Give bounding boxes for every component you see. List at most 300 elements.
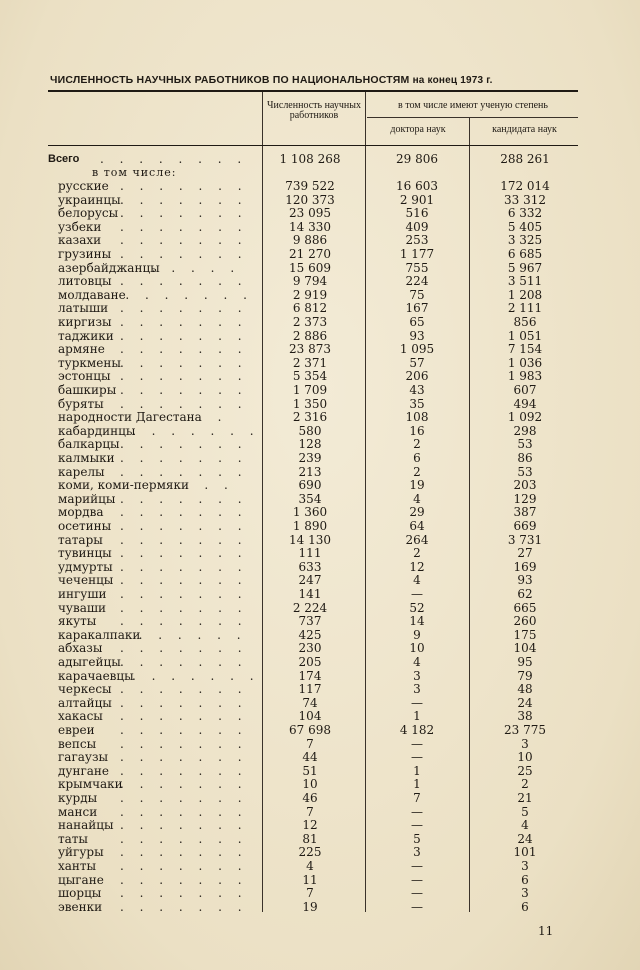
- row-nationality: удмурты: [58, 559, 113, 574]
- leader-dots: . . . . . . .: [120, 709, 248, 724]
- row-workers: 1 709: [292, 383, 328, 397]
- row-doctors: 2: [413, 437, 421, 452]
- leader-dots: . . . . . . .: [120, 573, 248, 588]
- row-doctors: 3: [413, 682, 421, 697]
- row-candidates: 3 731: [507, 532, 543, 547]
- row-workers: 19: [302, 899, 318, 914]
- total-label: Всего: [48, 153, 80, 165]
- leader-dots: . . . . . . .: [132, 423, 260, 438]
- row-workers: 111: [298, 546, 322, 561]
- leader-dots: . . . . . . .: [120, 274, 248, 289]
- leader-dots: . . . . . . .: [120, 206, 248, 221]
- row-candidates: 129: [513, 491, 537, 506]
- table-row: [0, 792, 640, 805]
- table-row: [0, 806, 640, 819]
- row-workers: 580: [298, 423, 322, 438]
- leader-dots: . . . . . . .: [120, 818, 248, 833]
- row-nationality: евреи: [58, 723, 95, 737]
- table-row: [0, 615, 640, 628]
- row-workers: 14 130: [289, 532, 331, 547]
- row-nationality: карелы: [58, 464, 105, 479]
- row-workers: 1 890: [292, 519, 328, 533]
- row-doctors: 1: [413, 777, 421, 792]
- row-workers: 23 095: [289, 206, 331, 221]
- row-nationality: азербайджанцы: [58, 260, 160, 275]
- total-workers: 1 108 268: [279, 152, 341, 166]
- row-workers: 10: [302, 777, 318, 792]
- leader-dots: . . . . . . .: [120, 301, 248, 316]
- row-nationality: марийцы: [58, 491, 116, 506]
- table-row: [0, 656, 640, 669]
- row-nationality: гагаузы: [58, 750, 109, 765]
- row-workers: 690: [298, 478, 322, 493]
- leader-dots: . . . . . . .: [120, 831, 248, 846]
- table-row: [0, 534, 640, 547]
- row-candidates: 169: [513, 559, 537, 574]
- row-workers: 14 330: [289, 219, 331, 234]
- row-nationality: хакасы: [58, 709, 103, 724]
- table-row: [0, 846, 640, 859]
- row-workers: 2 886: [292, 328, 328, 343]
- row-candidates: 53: [517, 437, 533, 452]
- row-workers: 141: [298, 587, 322, 601]
- row-doctors: 43: [409, 383, 425, 397]
- leader-dots: . . . . . . .: [120, 464, 248, 479]
- row-candidates: 3: [521, 859, 529, 873]
- leader-dots: . . . . . . .: [120, 859, 248, 873]
- row-nationality: алтайцы: [58, 695, 112, 710]
- row-workers: 225: [298, 845, 322, 860]
- total-candidates: 288 261: [500, 152, 550, 166]
- row-candidates: 494: [513, 396, 537, 411]
- row-candidates: 38: [517, 709, 533, 724]
- row-doctors: 755: [405, 260, 429, 275]
- row-workers: 9 794: [292, 274, 328, 289]
- table-row: [0, 724, 640, 737]
- row-workers: 23 873: [289, 342, 331, 357]
- row-nationality: узбеки: [58, 219, 102, 234]
- row-nationality: литовцы: [58, 274, 112, 289]
- row-nationality: белорусы: [58, 206, 119, 221]
- row-nationality: каракалпаки: [58, 627, 141, 642]
- row-candidates: 101: [513, 845, 537, 860]
- row-candidates: 10: [517, 750, 533, 765]
- row-candidates: 387: [513, 505, 537, 520]
- row-workers: 425: [298, 627, 322, 642]
- table-row: [0, 330, 640, 343]
- row-workers: 1 360: [292, 505, 328, 520]
- table-row: [0, 438, 640, 451]
- header-total-workers: Численность научных работников: [267, 100, 361, 121]
- table-row: [0, 234, 640, 247]
- row-candidates: 3: [521, 736, 529, 751]
- row-nationality: курды: [58, 791, 98, 805]
- leader-dots: . . . . . . . .: [100, 152, 248, 166]
- leader-dots: . . . . . . .: [120, 315, 248, 329]
- row-doctors: —: [411, 886, 423, 901]
- table-row: [0, 901, 640, 914]
- table-row: [0, 493, 640, 506]
- table-row: [0, 520, 640, 533]
- leader-dots: . . . . . . .: [120, 791, 248, 805]
- row-doctors: 35: [409, 396, 425, 411]
- leader-dots: . . . . . . .: [120, 355, 248, 370]
- row-workers: 633: [298, 559, 322, 574]
- row-nationality: народности Дагестана: [58, 410, 202, 425]
- row-candidates: 79: [517, 668, 533, 683]
- table-row: [0, 629, 640, 642]
- row-doctors: —: [411, 899, 423, 914]
- row-doctors: 14: [409, 614, 425, 629]
- row-nationality: тувинцы: [58, 546, 112, 561]
- row-doctors: —: [411, 804, 423, 819]
- row-doctors: —: [411, 587, 423, 601]
- row-nationality: эвенки: [58, 899, 103, 914]
- row-candidates: 53: [517, 464, 533, 479]
- row-doctors: 64: [409, 519, 425, 533]
- leader-dots: . . . . . . .: [120, 546, 248, 561]
- row-nationality: ингуши: [58, 587, 107, 601]
- row-doctors: —: [411, 859, 423, 873]
- table-row: [0, 302, 640, 315]
- table-row: [0, 778, 640, 791]
- row-workers: 7: [306, 736, 314, 751]
- row-candidates: 172 014: [500, 179, 550, 193]
- table-row: [0, 670, 640, 683]
- row-candidates: 203: [513, 478, 537, 493]
- table-row: [0, 289, 640, 302]
- table-row: [0, 574, 640, 587]
- leader-dots: . . . . . . .: [120, 532, 248, 547]
- table-row: [0, 411, 640, 424]
- row-nationality: чуваши: [58, 600, 107, 615]
- total-doctors: 29 806: [396, 152, 438, 166]
- leader-dots: . . . . . . .: [120, 872, 248, 887]
- table-row: [0, 833, 640, 846]
- row-doctors: 16 603: [396, 179, 438, 193]
- table-row: [0, 275, 640, 288]
- top-rule: [48, 90, 578, 92]
- row-doctors: 1 177: [399, 247, 435, 261]
- leader-dots: . . . . . . .: [120, 750, 248, 765]
- row-candidates: 1 983: [507, 369, 543, 384]
- row-candidates: 2 111: [507, 301, 543, 316]
- row-doctors: 3: [413, 845, 421, 860]
- row-candidates: 669: [513, 519, 537, 533]
- row-candidates: 3 511: [507, 274, 543, 289]
- leader-dots: . . . . . . .: [120, 641, 248, 656]
- table-row: [0, 860, 640, 873]
- row-doctors: 2: [413, 464, 421, 479]
- row-doctors: 9: [413, 627, 421, 642]
- row-candidates: 104: [513, 641, 537, 656]
- row-doctors: 1 095: [399, 342, 435, 357]
- row-doctors: 93: [409, 328, 425, 343]
- row-candidates: 5 405: [507, 219, 543, 234]
- row-nationality: мордва: [58, 505, 104, 520]
- table-title: [50, 74, 595, 86]
- row-doctors: 52: [409, 600, 425, 615]
- row-candidates: 62: [517, 587, 533, 601]
- row-nationality: якуты: [58, 614, 97, 629]
- row-doctors: 1: [413, 763, 421, 778]
- row-nationality: балкарцы: [58, 437, 120, 452]
- row-nationality: манси: [58, 804, 98, 819]
- row-workers: 1 350: [292, 396, 328, 411]
- row-candidates: 93: [517, 573, 533, 588]
- row-workers: 117: [298, 682, 322, 697]
- row-nationality: вепсы: [58, 736, 97, 751]
- row-doctors: 108: [405, 410, 429, 425]
- row-doctors: —: [411, 695, 423, 710]
- table-row: [0, 221, 640, 234]
- table-row: [0, 343, 640, 356]
- row-nationality: грузины: [58, 247, 112, 261]
- table-row: [0, 588, 640, 601]
- table-row: [0, 819, 640, 832]
- row-nationality: казахи: [58, 233, 102, 248]
- leader-dots: . . .: [184, 478, 234, 493]
- row-workers: 739 522: [285, 179, 335, 193]
- row-candidates: 1 092: [507, 410, 543, 425]
- table-row: [0, 561, 640, 574]
- row-workers: 81: [302, 831, 318, 846]
- row-workers: 104: [298, 709, 322, 724]
- row-candidates: 5: [521, 804, 529, 819]
- leader-dots: . . . . . . .: [120, 559, 248, 574]
- row-candidates: 95: [517, 655, 533, 669]
- row-doctors: 4: [413, 491, 421, 506]
- leader-dots: . . . . . . .: [120, 682, 248, 697]
- row-workers: 11: [302, 872, 318, 887]
- row-workers: 128: [298, 437, 322, 452]
- table-row: [0, 738, 640, 751]
- leader-dots: . . . . . .: [138, 627, 247, 642]
- row-candidates: 24: [517, 831, 533, 846]
- row-nationality: молдаване: [58, 287, 126, 302]
- row-candidates: 6 332: [507, 206, 543, 221]
- leader-dots: . . . . . . .: [120, 396, 248, 411]
- row-doctors: 409: [405, 219, 429, 234]
- row-workers: 213: [298, 464, 322, 479]
- leader-dots: . . . . . . .: [120, 614, 248, 629]
- leader-dots: . . . . . . .: [120, 491, 248, 506]
- leader-dots: . . . . . . .: [120, 723, 248, 737]
- row-nationality: киргизы: [58, 315, 112, 329]
- row-workers: 15 609: [289, 260, 331, 275]
- table-row: [0, 384, 640, 397]
- leader-dots: . . . . . . .: [120, 695, 248, 710]
- row-nationality: осетины: [58, 519, 112, 533]
- row-doctors: 19: [409, 478, 425, 493]
- row-doctors: 75: [409, 287, 425, 302]
- page-number: 11: [538, 924, 554, 938]
- table-row: [0, 642, 640, 655]
- leader-dots: . . . . . . .: [120, 505, 248, 520]
- leader-dots: . . . . . . .: [120, 328, 248, 343]
- row-workers: 174: [298, 668, 322, 683]
- table-row: [0, 697, 640, 710]
- row-doctors: 2 901: [399, 192, 435, 207]
- row-doctors: 2: [413, 546, 421, 561]
- table-row: [0, 887, 640, 900]
- row-nationality: адыгейцы: [58, 655, 121, 669]
- total-row: [0, 153, 640, 166]
- row-workers: 120 373: [285, 192, 335, 207]
- leader-dots: . . . . . . .: [120, 192, 248, 207]
- row-doctors: 264: [405, 532, 429, 547]
- row-workers: 2 373: [292, 315, 328, 329]
- row-nationality: шорцы: [58, 886, 102, 901]
- row-nationality: калмыки: [58, 451, 115, 465]
- row-doctors: —: [411, 736, 423, 751]
- row-nationality: таджики: [58, 328, 114, 343]
- row-nationality: таты: [58, 831, 88, 846]
- table-row: [0, 466, 640, 479]
- leader-dots: . . . . . . .: [125, 287, 253, 302]
- table-row: [0, 710, 640, 723]
- row-candidates: 175: [513, 627, 537, 642]
- row-candidates: 48: [517, 682, 533, 697]
- row-candidates: 3: [521, 886, 529, 901]
- row-workers: 354: [298, 491, 322, 506]
- leader-dots: . . . . . . .: [120, 587, 248, 601]
- row-nationality: ханты: [58, 859, 97, 873]
- leader-dots: . . . . . . .: [120, 804, 248, 819]
- row-workers: 239: [298, 451, 322, 465]
- row-nationality: туркмены: [58, 355, 121, 370]
- row-doctors: 3: [413, 668, 421, 683]
- row-nationality: русские: [58, 179, 109, 193]
- table-row: [0, 765, 640, 778]
- leader-dots: . . . . . . .: [120, 369, 248, 384]
- leader-dots: . . . . . . .: [120, 179, 248, 193]
- row-workers: 205: [298, 655, 322, 669]
- leader-dots: . . . . . . .: [120, 219, 248, 234]
- table-row: [0, 751, 640, 764]
- row-doctors: 4: [413, 573, 421, 588]
- row-candidates: 607: [513, 383, 537, 397]
- table-row: [0, 180, 640, 193]
- row-candidates: 1 208: [507, 287, 543, 302]
- row-workers: 46: [302, 791, 318, 805]
- leader-dots: . . . . . . .: [120, 233, 248, 248]
- row-candidates: 1 036: [507, 355, 543, 370]
- row-doctors: —: [411, 750, 423, 765]
- table-row: [0, 316, 640, 329]
- table-row: [0, 262, 640, 275]
- row-workers: 6 812: [292, 301, 328, 316]
- row-doctors: 7: [413, 791, 421, 805]
- row-doctors: —: [411, 872, 423, 887]
- row-doctors: 5: [413, 831, 421, 846]
- row-workers: 4: [306, 859, 314, 873]
- row-candidates: 5 967: [507, 260, 543, 275]
- row-nationality: украинцы: [58, 192, 121, 207]
- row-doctors: 4 182: [399, 723, 435, 737]
- header-group-rule: [367, 117, 578, 118]
- row-candidates: 86: [517, 451, 533, 465]
- row-workers: 12: [302, 818, 318, 833]
- row-candidates: 3 325: [507, 233, 543, 248]
- table-row: [0, 207, 640, 220]
- table-row: [0, 547, 640, 560]
- row-nationality: карачаевцы: [58, 668, 134, 683]
- leader-dots: . . . . . . .: [120, 437, 248, 452]
- header-degree-group: в том числе имеют ученую степень: [398, 100, 548, 111]
- row-workers: 737: [298, 614, 322, 629]
- row-workers: 2 371: [292, 355, 328, 370]
- row-workers: 247: [298, 573, 322, 588]
- leader-dots: . . . . . . .: [120, 655, 248, 669]
- row-doctors: 29: [409, 505, 425, 520]
- header-candidates: кандидата наук: [492, 124, 557, 135]
- row-nationality: чеченцы: [58, 573, 114, 588]
- row-doctors: 516: [405, 206, 429, 221]
- table-row: [0, 194, 640, 207]
- row-workers: 7: [306, 886, 314, 901]
- row-nationality: кабардинцы: [58, 423, 136, 438]
- row-candidates: 23 775: [504, 723, 546, 737]
- header-doctors: доктора наук: [390, 124, 446, 135]
- table-row: [0, 683, 640, 696]
- row-doctors: 206: [405, 369, 429, 384]
- leader-dots: . . . . . . .: [120, 451, 248, 465]
- row-candidates: 2: [521, 777, 529, 792]
- row-workers: 7: [306, 804, 314, 819]
- row-workers: 21 270: [289, 247, 331, 261]
- table-row: [0, 425, 640, 438]
- row-candidates: 1 051: [507, 328, 543, 343]
- leader-dots: . . . . .: [151, 260, 241, 275]
- row-workers: 230: [298, 641, 322, 656]
- table-row: [0, 357, 640, 370]
- row-workers: 5 354: [292, 369, 328, 384]
- row-doctors: 57: [409, 355, 425, 370]
- leader-dots: . . . . . . .: [120, 600, 248, 615]
- row-doctors: 6: [413, 451, 421, 465]
- row-doctors: 4: [413, 655, 421, 669]
- row-doctors: 167: [405, 301, 429, 316]
- subheading: в том числе:: [92, 166, 177, 179]
- leader-dots: . . . . . . .: [120, 342, 248, 357]
- row-candidates: 260: [513, 614, 537, 629]
- row-doctors: —: [411, 818, 423, 833]
- row-doctors: 10: [409, 641, 425, 656]
- row-candidates: 856: [513, 315, 537, 329]
- row-nationality: латыши: [58, 301, 109, 316]
- row-workers: 9 886: [292, 233, 328, 248]
- leader-dots: . . . . . . .: [120, 886, 248, 901]
- leader-dots: . . . . . . .: [120, 899, 248, 914]
- leader-dots: . . . . . . .: [120, 777, 248, 792]
- row-doctors: 224: [405, 274, 429, 289]
- row-candidates: 21: [517, 791, 533, 805]
- row-candidates: 27: [517, 546, 533, 561]
- row-nationality: башкиры: [58, 383, 117, 397]
- table-row: [0, 248, 640, 261]
- table-row: [0, 602, 640, 615]
- row-candidates: 298: [513, 423, 537, 438]
- leader-dots: . .: [198, 410, 228, 425]
- row-nationality: цыгане: [58, 872, 104, 887]
- leader-dots: . . . . . . .: [120, 247, 248, 261]
- leader-dots: . . . . . . .: [120, 736, 248, 751]
- row-doctors: 1: [413, 709, 421, 724]
- row-doctors: 65: [409, 315, 425, 329]
- row-doctors: 16: [409, 423, 425, 438]
- row-nationality: абхазы: [58, 641, 103, 656]
